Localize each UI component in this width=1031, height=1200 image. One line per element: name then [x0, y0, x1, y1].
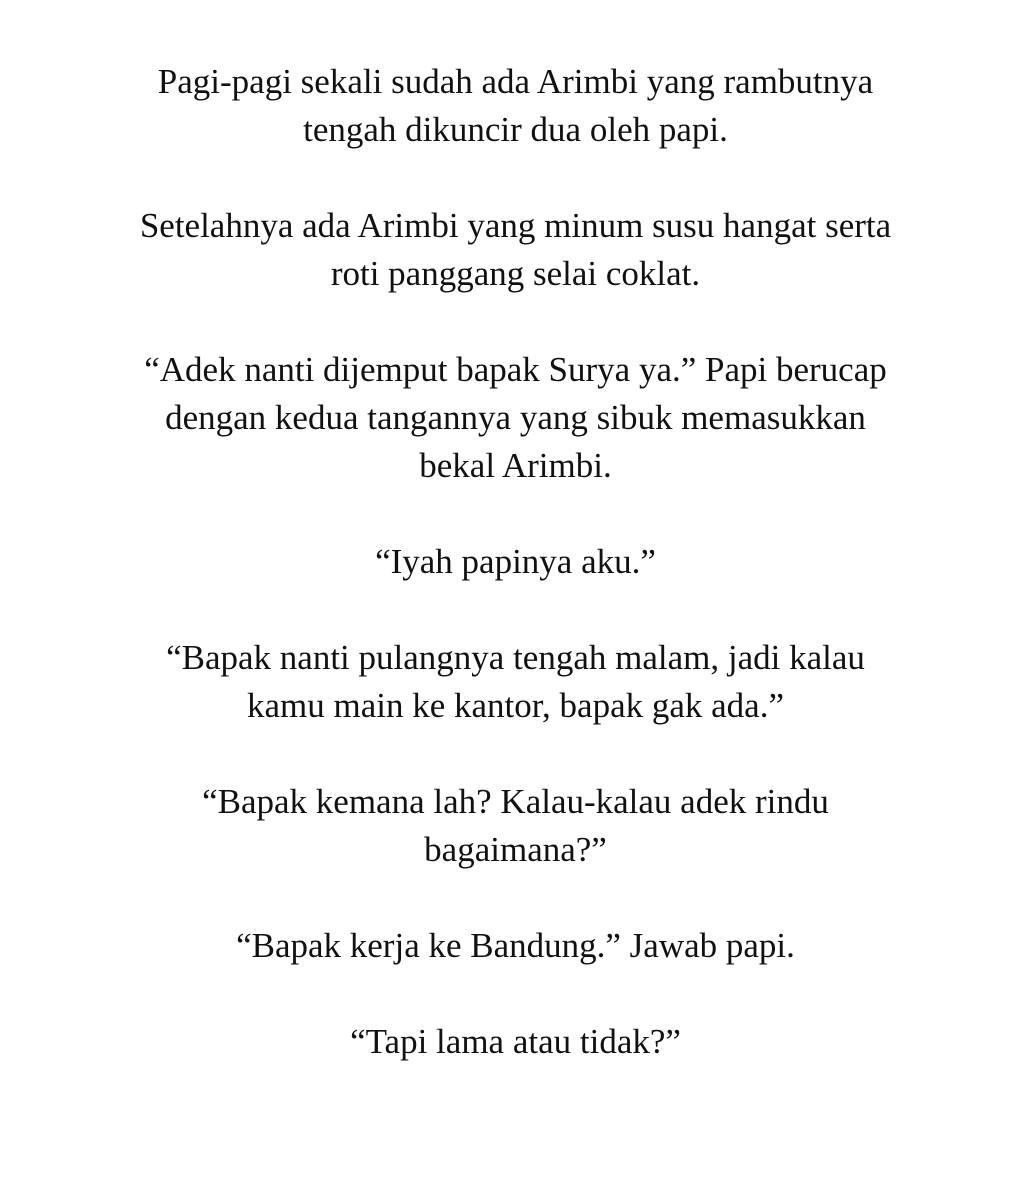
text-line: dengan kedua tangannya yang sibuk memasukkan	[165, 398, 866, 437]
text-line: “Bapak nanti pulangnya tengah malam, jadi kalau	[166, 638, 865, 677]
paragraph	[0, 202, 1031, 298]
text-line: kamu main ke kantor, bapak gak ada.”	[247, 686, 784, 725]
text-line: roti panggang selai coklat.	[330, 254, 701, 293]
text-line: “Adek nanti dijemput bapak Surya ya.” Papi berucap	[144, 350, 887, 389]
text-line: “Tapi lama atau tidak?”	[350, 1022, 681, 1061]
paragraph	[0, 778, 1031, 874]
paragraph	[0, 58, 1031, 154]
paragraph	[0, 538, 1031, 586]
paragraph	[0, 922, 1031, 970]
text-line: “Bapak kerja ke Bandung.” Jawab papi.	[236, 926, 795, 965]
text-line: bekal Arimbi.	[419, 446, 612, 485]
text-line: bagaimana?”	[424, 830, 607, 869]
text-line: “Iyah papinya aku.”	[375, 542, 656, 581]
paragraph	[0, 346, 1031, 490]
text-line: Setelahnya ada Arimbi yang minum susu hangat serta	[139, 206, 892, 245]
story-text	[0, 58, 1031, 1114]
text-line: Pagi-pagi sekali sudah ada Arimbi yang rambutnya	[157, 62, 874, 101]
text-line: “Bapak kemana lah? Kalau-kalau adek rindu	[202, 782, 829, 821]
paragraph	[0, 634, 1031, 730]
paragraph	[0, 1018, 1031, 1066]
text-line: tengah dikuncir dua oleh papi.	[303, 110, 728, 149]
